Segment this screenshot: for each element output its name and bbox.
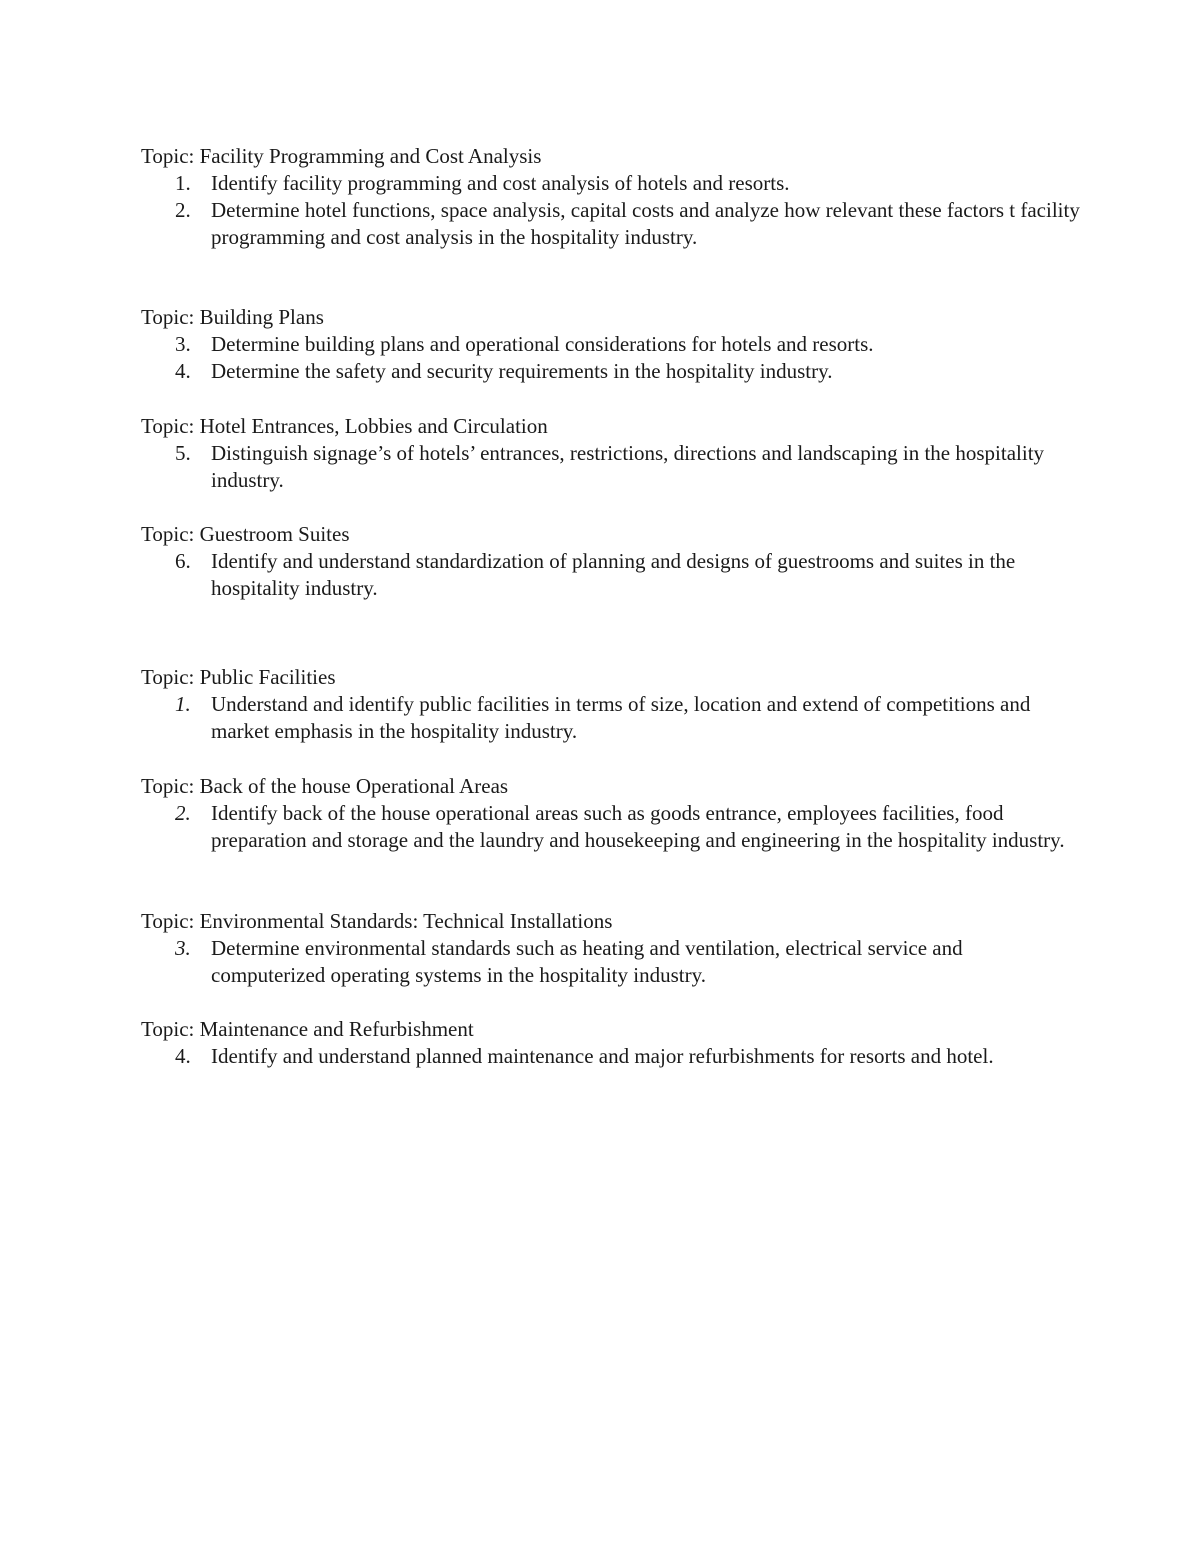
item-text: Determine environmental standards such as heating and ventilation, electrical service and computerized operating systems in the hospitality industry. xyxy=(211,936,963,987)
item-number: 4. xyxy=(175,1044,191,1068)
item-number: 1. xyxy=(175,692,191,716)
item-text: Distinguish signage’s of hotels’ entrances, restrictions, directions and landscaping in the hospitality industry. xyxy=(211,441,1045,492)
item-number: 1. xyxy=(175,171,191,195)
item-text: Determine the safety and security requirements in the hospitality industry. xyxy=(211,359,833,383)
item-text: Understand and identify public facilities in terms of size, location and extend of competitions and market emphasis in the hospitality industry. xyxy=(211,692,1031,743)
list-item xyxy=(141,358,1081,385)
topic-section xyxy=(141,773,1081,854)
topic-section xyxy=(141,664,1081,745)
list-item xyxy=(141,197,1081,251)
list-item xyxy=(141,935,1081,989)
topic-heading: Topic: Back of the house Operational Areas xyxy=(141,774,509,798)
list-item xyxy=(141,1043,1081,1070)
list-item xyxy=(141,548,1081,602)
topic-section xyxy=(141,304,1081,385)
topic-section xyxy=(141,1016,1081,1070)
topic-heading: Topic: Environmental Standards: Technical Installations xyxy=(141,909,613,933)
topic-heading: Topic: Hotel Entrances, Lobbies and Circulation xyxy=(141,414,548,438)
list-item xyxy=(141,331,1081,358)
topic-heading: Topic: Building Plans xyxy=(141,305,324,329)
item-text: Identify and understand planned maintenance and major refurbishments for resorts and hotel. xyxy=(211,1044,994,1068)
topic-heading: Topic: Maintenance and Refurbishment xyxy=(141,1017,474,1041)
topic-section xyxy=(141,413,1081,494)
list-item xyxy=(141,800,1081,854)
list-item xyxy=(141,440,1081,494)
topic-heading: Topic: Public Facilities xyxy=(141,665,336,689)
topic-section xyxy=(141,908,1081,989)
item-text: Identify back of the house operational areas such as goods entrance, employees facilities, food preparation and storage and the laundry and housekeeping and engineering in the hospitality industry. xyxy=(211,801,1065,852)
topic-section xyxy=(141,143,1081,251)
item-number: 6. xyxy=(175,549,191,573)
item-text: Determine hotel functions, space analysis, capital costs and analyze how relevant these factors t facility programming and cost analysis in the hospitality industry. xyxy=(211,198,1080,249)
item-text: Identify facility programming and cost analysis of hotels and resorts. xyxy=(211,171,790,195)
item-number: 4. xyxy=(175,359,191,383)
item-text: Identify and understand standardization of planning and designs of guestrooms and suites in the hospitality industry. xyxy=(211,549,1016,600)
item-number: 5. xyxy=(175,441,191,465)
topic-heading: Topic: Facility Programming and Cost Analysis xyxy=(141,144,542,168)
topic-heading: Topic: Guestroom Suites xyxy=(141,522,350,546)
item-number: 2. xyxy=(175,198,191,222)
list-item xyxy=(141,691,1081,745)
item-number: 2. xyxy=(175,801,191,825)
item-number: 3. xyxy=(175,936,191,960)
list-item xyxy=(141,170,1081,197)
item-text: Determine building plans and operational considerations for hotels and resorts. xyxy=(211,332,874,356)
topic-section xyxy=(141,521,1081,602)
item-number: 3. xyxy=(175,332,191,356)
